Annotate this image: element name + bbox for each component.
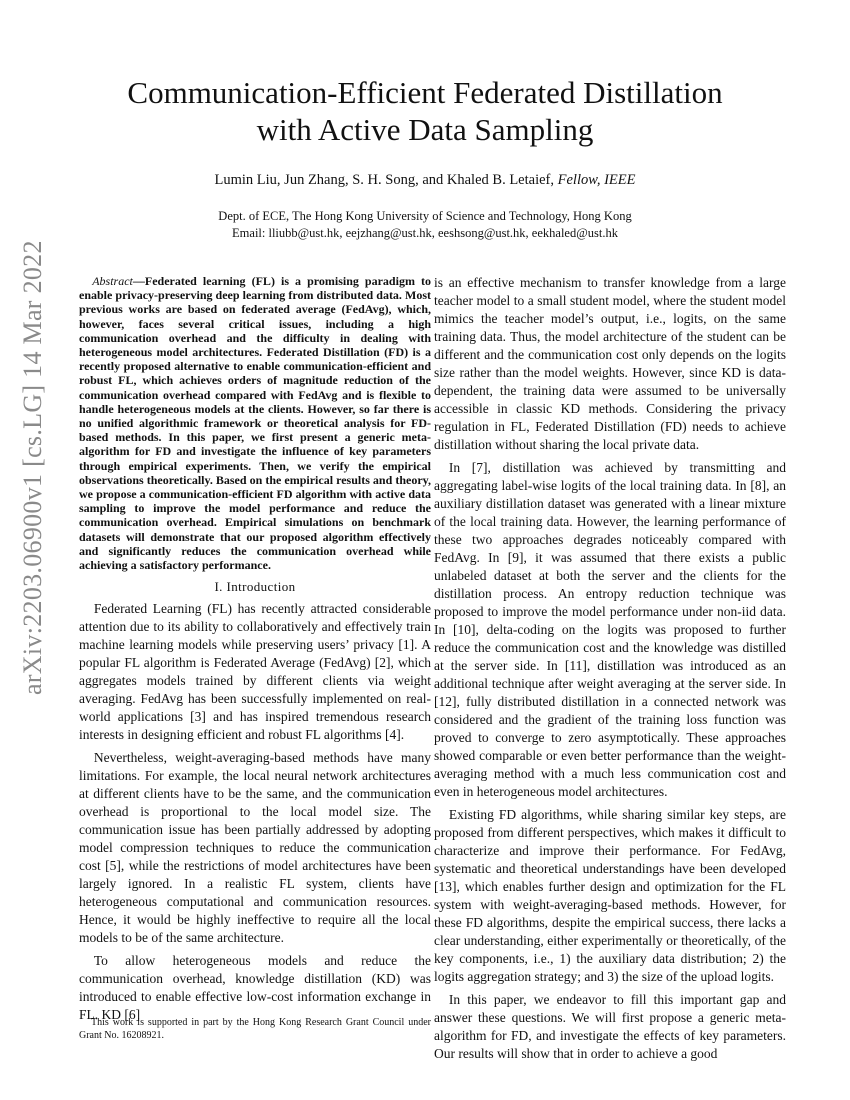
affiliation-block [60,208,790,242]
title-line-1: Communication-Efficient Federated Distillation [127,75,723,110]
abstract-label: Abstract [92,274,133,288]
author-list [60,172,790,189]
right-paragraph-1: is an effective mechanism to transfer knowledge from a large teacher model to a small student model, where the student model mimics the teacher model’s output, i.e., logits, on the same training data. Thus, the model architecture of the student can be different and the communication cost only depends on the logits size rather than the model weights. However, since KD is data-dependent, the training data were assumed to be universally accessible in classic KD methods. Considering the privacy regulation in FL, Federated Distillation (FD) needs to achieve distillation without sharing the local private data. [434,275,786,452]
title-line-2: with Active Data Sampling [256,112,594,147]
intro-paragraph-1: Federated Learning (FL) has recently attracted considerable attention due to its ability to collaboratively and effectively train machine learning models while preserving users’ privacy [1]. A popular FL algorithm is Federated Average (FedAvg) [2], which aggregates models trained by different clients via weight averaging. FedAvg has been successfully implemented on real-world applications [3] and has inspired tremendous research interests in designing efficient and robust FL algorithms [4]. [79,601,431,743]
section-heading-introduction: I. Introduction [214,579,296,595]
intro-paragraph-2: Nevertheless, weight-averaging-based methods have many limitations. For example, the local neural network architectures at different clients have to be the same, and the communication overhead is proportional to the local model size. The communication issue has been partially addressed by adopting model compression techniques to reduce the communication cost [5], while the restrictions of model architectures have been largely ignored. In a realistic FL system, clients have heterogeneous computational and communication resources. Hence, it would be highly ineffective to require all the local models to be of the same architecture. [79,750,431,946]
paper-title [60,74,790,148]
abstract [79,274,431,572]
right-paragraph-3: Existing FD algorithms, while sharing similar key steps, are proposed from different perspectives, which makes it difficult to characterize and improve their performance. For FedAvg, systematic and theoretical understandings have been developed [13], which enables further design and optimization for the FL system with weight-averaging-based methods. However, for these FD algorithms, despite the empirical success, there lacks a clear understanding, either experimentally or theoretically, of the key components, i.e., 1) the auxiliary data distribution; 2) the logits aggregation strategy; and 3) the size of the upload logits. [434,807,786,984]
abstract-text: —Federated learning (FL) is a promising paradigm to enable privacy-preserving deep learning from distributed data. Most previous works are based on federated average (FedAvg), which, however, faces several critical issues, including a high communication overhead and the difficulty in dealing with heterogeneous model architectures. Federated Distillation (FD) is a recently proposed alternative to enable communication-efficient and robust FL, which achieves orders of magnitude reduction of the communication overhead compared with FedAvg and is flexible to handle heterogeneous models at the clients. However, so far there is no unified algorithmic framework or theoretical analysis for FD-based methods. In this paper, we first present a generic meta-algorithm for FD and investigate the influence of key parameters through empirical experiments. Then, we verify the empirical observations theoretically. Based on the empirical results and theory, we propose a communication-efficient FD algorithm with active data sampling to improve the model performance and reduce the communication overhead. Empirical simulations on benchmark datasets will demonstrate that our proposed algorithm effectively and significantly reduces the communication overhead while achieving a satisfactory performance. [79,274,431,573]
arxiv-identifier: arXiv:2203.06900v1 [cs.LG] 14 Mar 2022 [18,240,47,695]
author-honor: Fellow, IEEE [557,172,636,188]
right-column [434,274,786,1068]
author-names: Lumin Liu, Jun Zhang, S. H. Song, and Khaled B. Letaief, [214,172,554,188]
intro-paragraph-3: To allow heterogeneous models and reduce the communication overhead, knowledge distillation (KD) was introduced to enable effective low-cost information exchange in FL. KD [6] [79,953,431,1023]
left-column [79,274,431,1029]
affiliation: Dept. of ECE, The Hong Kong University of Science and Technology, Hong Kong [218,209,632,223]
right-paragraph-4: In this paper, we endeavor to fill this important gap and answer these questions. We will first propose a generic meta-algorithm for FD, and investigate the effects of key parameters. Our results will show that in order to achieve a good [434,992,786,1061]
author-emails: Email: lliubb@ust.hk, eejzhang@ust.hk, eeshsong@ust.hk, eekhaled@ust.hk [232,226,618,240]
footnote: This work is supported in part by the Hong Kong Research Grant Council under Grant No. 16208921. [79,1017,431,1041]
right-paragraph-2: In [7], distillation was achieved by transmitting and aggregating label-wise logits of the local training data. In [8], an auxiliary distillation dataset was generated with a linear mixture of the local training data. However, the learning performance of these two approaches degrades noticeably compared with FedAvg. In [9], it was assumed that there exists a public unlabeled dataset at both the server and the clients for the distillation process. An entropy reduction technique was proposed to improve the model performance under non-iid data. In [10], delta-coding on the logits was proposed to further reduce the communication cost and the knowledge was distilled at the server side. In [11], distillation was introduced as an additional technique after weight averaging at the server side. In [12], fully distributed distillation in a connected network was considered and the gradient of the training loss function was proved to converge to zero asymptotically. These approaches showed comparable or even better performance than the weight-averaging method with a much less communication cost and even in heterogeneous model architectures. [434,460,786,799]
